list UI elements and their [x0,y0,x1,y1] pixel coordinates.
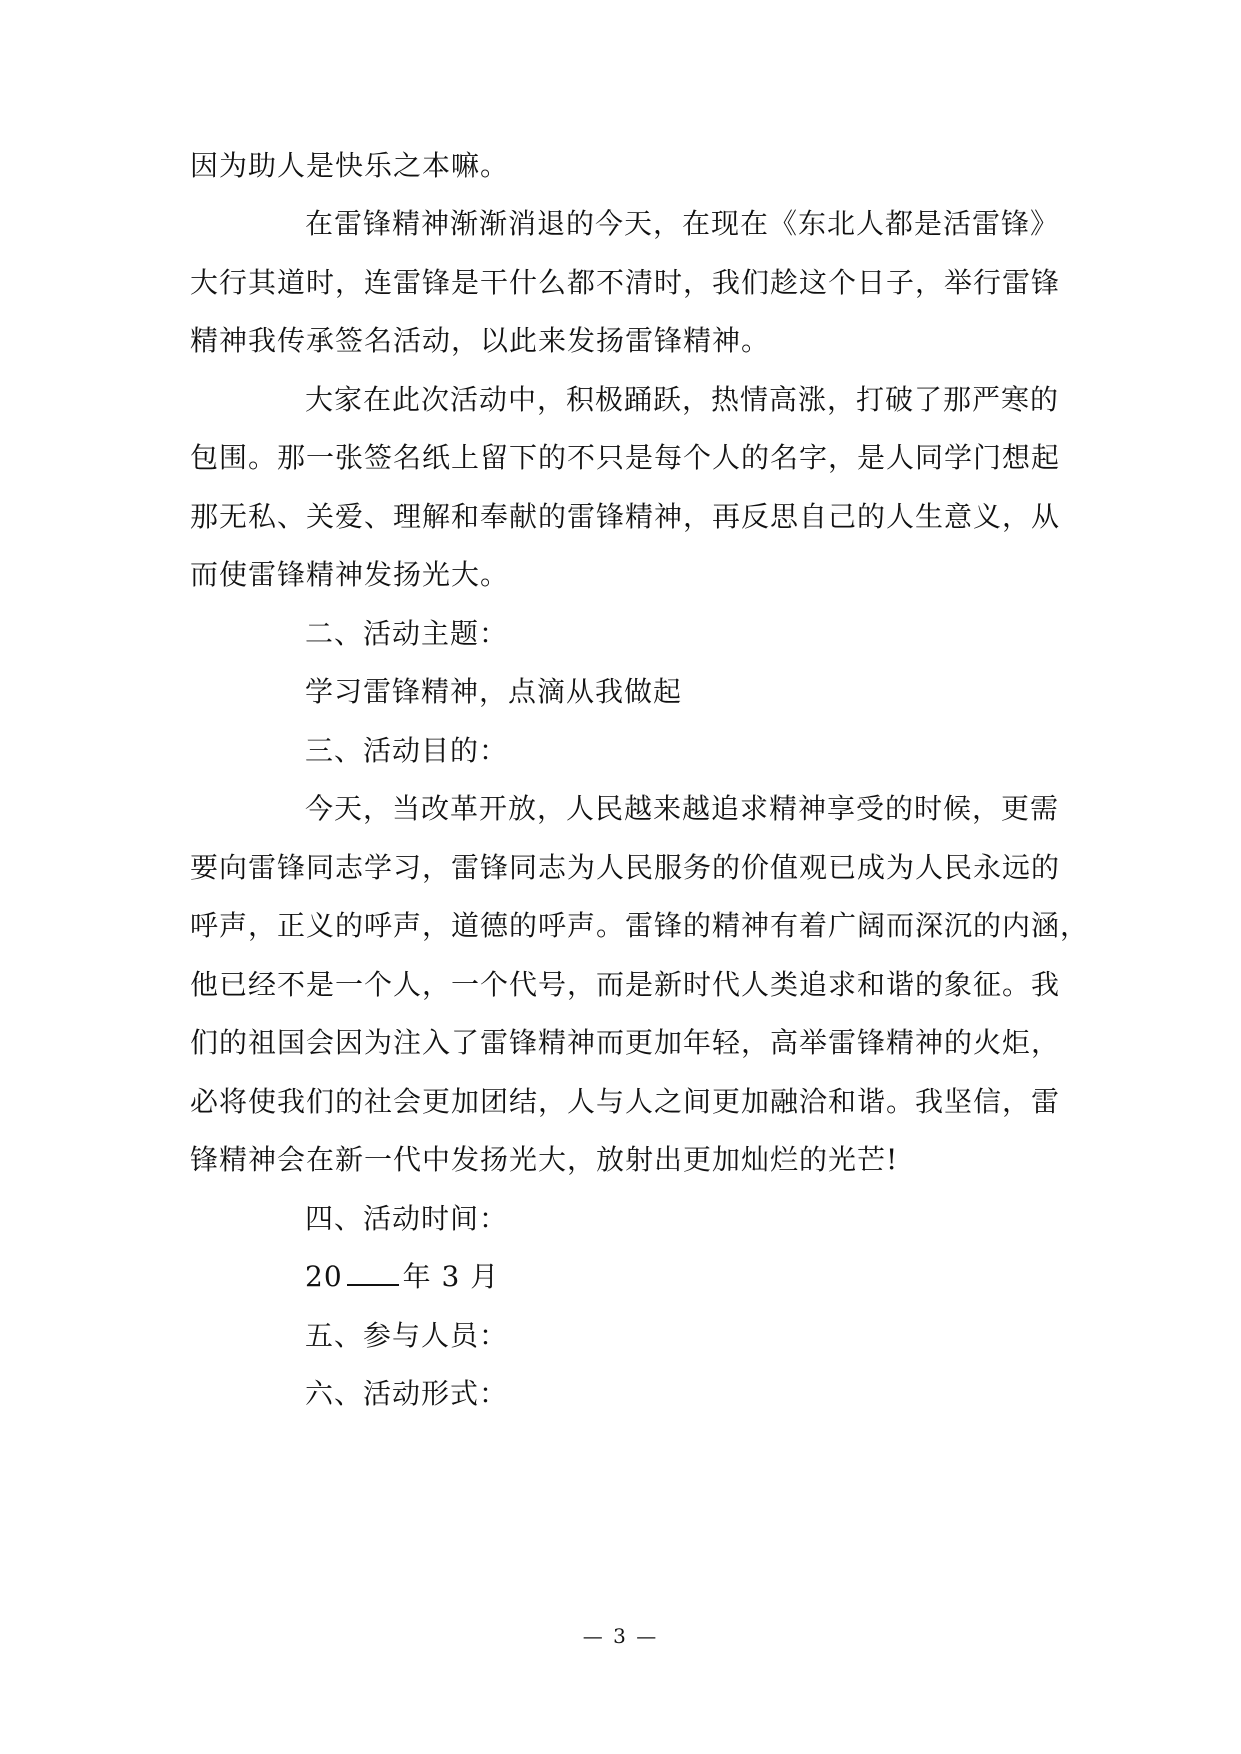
paragraph-line: 大家在此次活动中，积极踊跃，热情高涨，打破了那严寒的 [305,383,1060,416]
paragraph-line: 大行其道时，连雷锋是干什么都不清时，我们趁这个日子，举行雷锋 [190,266,1061,299]
date-blank-underline [347,1258,399,1286]
paragraph-line: 锋精神会在新一代中发扬光大，放射出更加灿烂的光芒! [190,1143,899,1176]
paragraph-line: 们的祖国会因为注入了雷锋精神而更加年轻，高举雷锋精神的火炬， [190,1026,1061,1059]
paragraph-line: 因为助人是快乐之本嘛。 [190,149,510,182]
paragraph-line: 那无私、关爱、理解和奉献的雷锋精神，再反思自己的人生意义，从 [190,500,1061,533]
activity-date [305,1257,499,1297]
section-heading-purpose: 三、活动目的： [305,734,509,767]
date-year-prefix: 20 [305,1260,343,1293]
page-number: — 3 — [582,1624,659,1648]
section-heading-time: 四、活动时间： [305,1202,509,1235]
paragraph-line: 在雷锋精神渐渐消退的今天，在现在《东北人都是活雷锋》 [305,207,1060,240]
theme-text: 学习雷锋精神，点滴从我做起 [305,675,683,708]
paragraph-line: 包围。那一张签名纸上留下的不只是每个人的名字，是人同学门想起 [190,441,1061,474]
paragraph-line: 要向雷锋同志学习，雷锋同志为人民服务的价值观已成为人民永远的 [190,851,1061,884]
paragraph-line: 必将使我们的社会更加团结，人与人之间更加融洽和谐。我坚信，雷 [190,1085,1061,1118]
paragraph-line: 他已经不是一个人，一个代号，而是新时代人类追求和谐的象征。我 [190,968,1061,1001]
section-heading-theme: 二、活动主题： [305,617,509,650]
paragraph-line: 呼声，正义的呼声，道德的呼声。雷锋的精神有着广阔而深沉的内涵， [190,909,1090,942]
paragraph-line: 今天，当改革开放，人民越来越追求精神享受的时候，更需 [305,792,1060,825]
section-heading-format: 六、活动形式： [305,1377,509,1410]
paragraph-line: 而使雷锋精神发扬光大。 [190,558,510,591]
paragraph-line: 精神我传承签名活动，以此来发扬雷锋精神。 [190,324,771,357]
section-heading-participants: 五、参与人员： [305,1319,509,1352]
date-month: 年 3 月 [402,1260,500,1293]
